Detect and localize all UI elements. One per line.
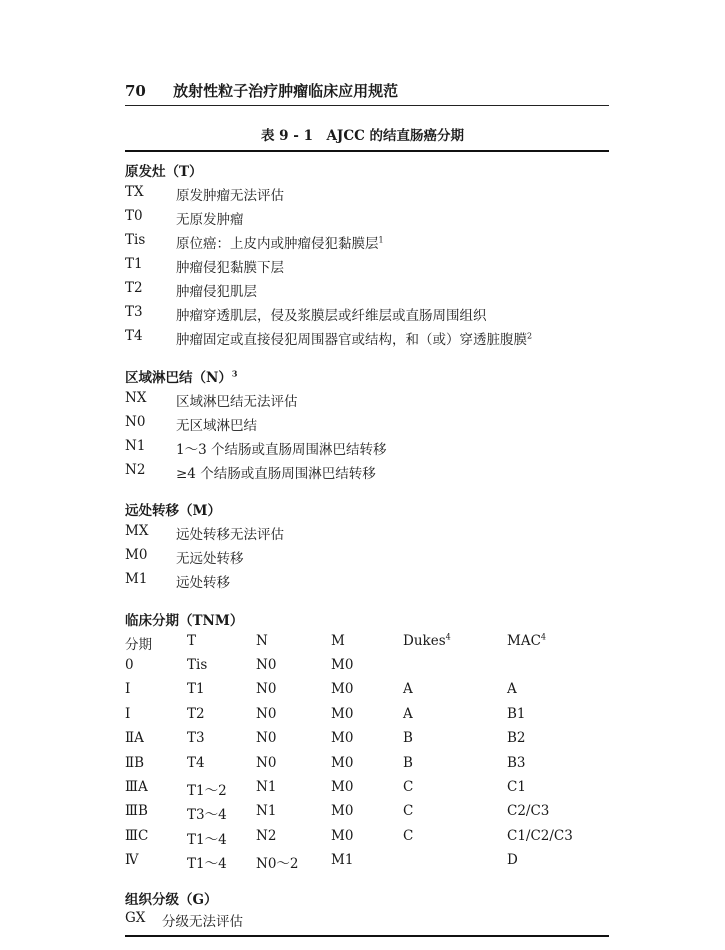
- n-cell: N0: [256, 754, 277, 771]
- t-desc-row: [176, 232, 384, 252]
- t-desc: 无原发肿瘤: [176, 212, 244, 228]
- m-desc: 远处转移: [176, 575, 230, 591]
- mac-cell: C1/C2/C3: [507, 827, 573, 844]
- footnote-mark: 4: [445, 632, 451, 642]
- dukes-label: Dukes: [403, 633, 446, 649]
- footnote-mark: 2: [527, 331, 533, 341]
- m-cell: M0: [331, 730, 354, 747]
- n-desc: 1～3 个结肠或直肠周围淋巴结转移: [176, 442, 387, 458]
- m-code: MX: [125, 523, 149, 539]
- stage-cell: 0: [125, 657, 134, 673]
- n-desc: ≥4 个结肠或直肠周围淋巴结转移: [176, 466, 376, 482]
- n-desc: 区域淋巴结无法评估: [176, 394, 298, 410]
- t-cell: T1～4: [187, 831, 227, 848]
- stage-cell: Ⅰ: [125, 705, 131, 722]
- n-desc: 无区域淋巴结: [176, 418, 257, 434]
- n-cell: N0: [256, 681, 277, 698]
- m-cell: M0: [331, 681, 354, 698]
- t-code: T3: [125, 304, 143, 320]
- distant-metastasis-heading: 远处转移（M）: [125, 503, 221, 519]
- t-desc-row: [176, 328, 532, 348]
- clinical-stage-heading: 临床分期（TNM）: [125, 613, 244, 629]
- stage-cell: ⅢA: [125, 779, 148, 795]
- col-header-dukes: [403, 633, 451, 649]
- stage-cell: ⅢC: [125, 827, 149, 844]
- mac-cell: D: [507, 852, 518, 869]
- m-code: M0: [125, 547, 148, 563]
- n-cell: N0: [256, 705, 277, 722]
- n-cell: N0: [256, 730, 277, 747]
- m-cell: M0: [331, 779, 354, 795]
- stage-cell: Ⅰ: [125, 681, 131, 698]
- mac-cell: C2/C3: [507, 803, 550, 820]
- m-cell: M0: [331, 754, 354, 771]
- m-cell: M1: [331, 852, 354, 869]
- table-bottom-rule: [125, 935, 609, 937]
- t-desc: 肿瘤穿透肌层，侵及浆膜层或纤维层或直肠周围组织: [176, 308, 487, 324]
- t-code: T1: [125, 256, 143, 272]
- mac-cell: B1: [507, 705, 526, 722]
- footnote-mark: 3: [231, 368, 238, 379]
- n-code: N1: [125, 438, 146, 454]
- table-top-rule: [125, 150, 609, 152]
- dukes-cell: C: [403, 779, 414, 795]
- col-header-n: N: [256, 633, 268, 649]
- t-code: T4: [125, 328, 143, 344]
- footnote-mark: 4: [540, 632, 546, 642]
- stage-cell: ⅢB: [125, 803, 148, 820]
- t-cell: Tis: [187, 657, 208, 673]
- t-desc: 原位癌：上皮内或肿瘤侵犯黏膜层: [176, 236, 379, 252]
- table-title: 表 9 - 1 AJCC 的结直肠癌分期: [260, 128, 465, 144]
- t-desc: 肿瘤侵犯肌层: [176, 284, 257, 300]
- t-cell: T1～2: [187, 783, 227, 799]
- t-cell: T2: [187, 705, 205, 722]
- t-cell: T4: [187, 754, 205, 771]
- dukes-cell: C: [403, 803, 414, 820]
- m-cell: M0: [331, 803, 354, 820]
- regional-nodes-heading: 区域淋巴结（N）: [125, 370, 232, 386]
- stage-cell: Ⅳ: [125, 852, 139, 869]
- g-code: GX: [125, 910, 146, 926]
- g-desc: 分级无法评估: [162, 914, 243, 930]
- book-title: 放射性粒子治疗肿瘤临床应用规范: [173, 82, 399, 100]
- header-rule: [125, 105, 609, 106]
- t-cell: T3: [187, 730, 205, 747]
- t-code: T2: [125, 280, 143, 296]
- dukes-cell: A: [403, 681, 413, 698]
- col-header-t: T: [187, 633, 197, 649]
- n-cell: N0～2: [256, 856, 299, 873]
- mac-cell: B2: [507, 730, 526, 747]
- n-cell: N1: [256, 779, 277, 795]
- histologic-grade-heading: 组织分级（G）: [125, 892, 218, 908]
- col-header-stage: 分期: [125, 637, 152, 653]
- m-cell: M0: [331, 657, 354, 673]
- t-code: T0: [125, 208, 143, 224]
- t-cell: T3～4: [187, 807, 227, 824]
- n-code: N0: [125, 414, 146, 430]
- n-code: N2: [125, 462, 146, 478]
- dukes-cell: B: [403, 730, 413, 747]
- m-cell: M0: [331, 827, 354, 844]
- stage-cell: ⅡA: [125, 730, 144, 747]
- n-cell: N2: [256, 827, 277, 844]
- mac-cell: C1: [507, 779, 526, 795]
- dukes-cell: B: [403, 754, 413, 771]
- t-desc: 肿瘤固定或直接侵犯周围器官或结构，和（或）穿透脏腹膜: [176, 332, 527, 348]
- m-desc: 无远处转移: [176, 551, 244, 567]
- dukes-cell: C: [403, 827, 414, 844]
- m-code: M1: [125, 571, 148, 587]
- col-header-m: M: [331, 633, 345, 649]
- mac-cell: B3: [507, 754, 526, 771]
- primary-tumor-heading: 原发灶（T）: [125, 164, 203, 180]
- n-cell: N1: [256, 803, 277, 820]
- footnote-mark: 1: [378, 235, 384, 245]
- col-header-mac: [507, 633, 546, 649]
- stage-cell: ⅡB: [125, 754, 145, 771]
- t-desc: 肿瘤侵犯黏膜下层: [176, 260, 284, 276]
- t-code: TX: [125, 184, 144, 200]
- t-cell: T1～4: [187, 856, 227, 873]
- regional-nodes-heading-row: [125, 366, 237, 386]
- dukes-cell: A: [403, 705, 413, 722]
- t-cell: T1: [187, 681, 205, 698]
- mac-cell: A: [507, 681, 517, 698]
- mac-label: MAC: [507, 633, 541, 649]
- page-number: 70: [125, 82, 146, 100]
- m-cell: M0: [331, 705, 354, 722]
- m-desc: 远处转移无法评估: [176, 527, 284, 543]
- t-code: Tis: [125, 232, 146, 248]
- n-code: NX: [125, 390, 147, 406]
- running-head: [125, 80, 398, 101]
- t-desc: 原发肿瘤无法评估: [176, 188, 284, 204]
- n-cell: N0: [256, 657, 277, 673]
